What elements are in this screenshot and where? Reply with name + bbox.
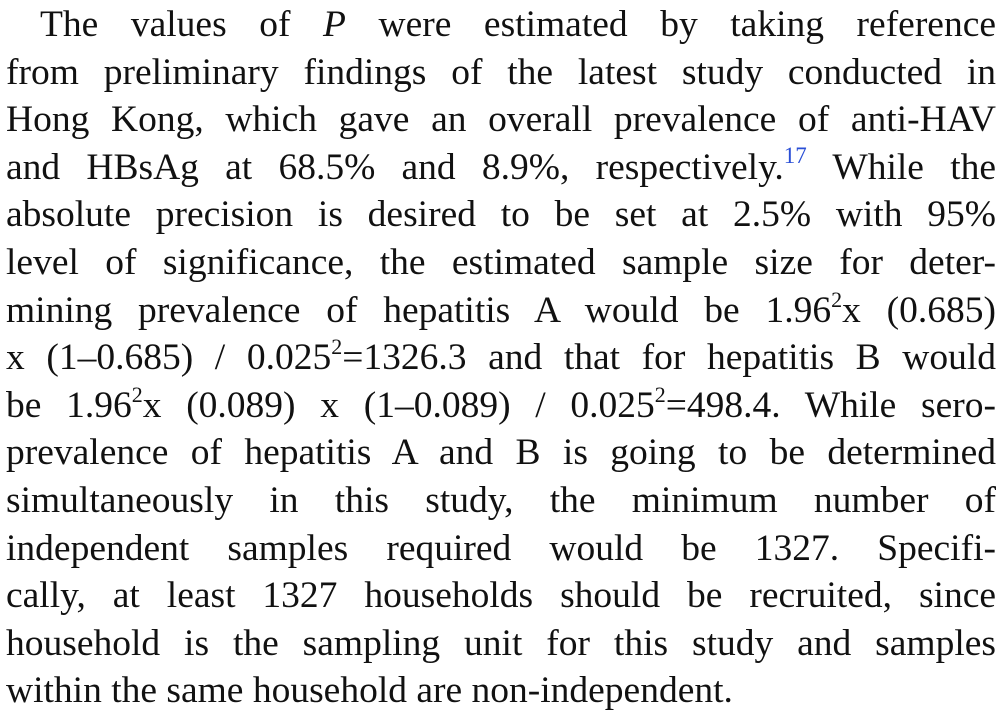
text-line-9 xyxy=(6,382,996,430)
superscript: 2 xyxy=(331,334,343,360)
text-run: =498.4. While sero- xyxy=(665,384,996,426)
text-run: x (0.089) x (1–0.089) / 0.025 xyxy=(142,384,655,426)
text-line-14: household is the sampling unit for this study and samples xyxy=(6,622,996,664)
text-line-12: independent samples required would be 1327. Specifi- xyxy=(6,527,996,569)
text-run: and HBsAg at 68.5% and 8.9%, respectively. xyxy=(6,146,784,188)
text-run: be 1.96 xyxy=(6,384,132,426)
text-line-5: absolute precision is desired to be set at 2.5% with 95% xyxy=(6,194,996,236)
text-run: While the xyxy=(806,146,997,188)
text-run: The values of xyxy=(40,4,324,45)
text-run: =1326.3 and that for hepatitis B would xyxy=(342,337,996,379)
body-paragraph xyxy=(6,1,996,715)
text-line-11: simultaneously in this study, the minimum number of xyxy=(6,479,996,521)
citation-link[interactable]: 17 xyxy=(783,142,807,168)
variable-p: P xyxy=(323,4,346,45)
text-line-4 xyxy=(6,144,996,192)
text-run: x (1–0.685) / 0.025 xyxy=(6,337,332,379)
text-line-6: level of significance, the estimated sample size for deter- xyxy=(6,241,996,283)
text-run: x (0.685) xyxy=(842,289,996,331)
text-run: were estimated by taking reference xyxy=(345,4,996,45)
superscript: 2 xyxy=(831,286,843,312)
text-run: mining prevalence of hepatitis A would be 1.96 xyxy=(6,289,832,331)
text-line-15: within the same household are non-independent. xyxy=(6,670,733,712)
text-line-1 xyxy=(6,1,996,49)
text-line-8 xyxy=(6,334,996,382)
text-line-10: prevalence of hepatitis A and B is going to be determined xyxy=(6,432,996,474)
superscript: 2 xyxy=(654,381,666,407)
superscript: 2 xyxy=(131,381,143,407)
text-line-3: Hong Kong, which gave an overall prevalence of anti-HAV xyxy=(6,99,996,141)
text-line-2: from preliminary findings of the latest study conducted in xyxy=(6,51,996,93)
text-line-7 xyxy=(6,287,996,335)
text-line-13: cally, at least 1327 households should be recruited, since xyxy=(6,575,996,617)
